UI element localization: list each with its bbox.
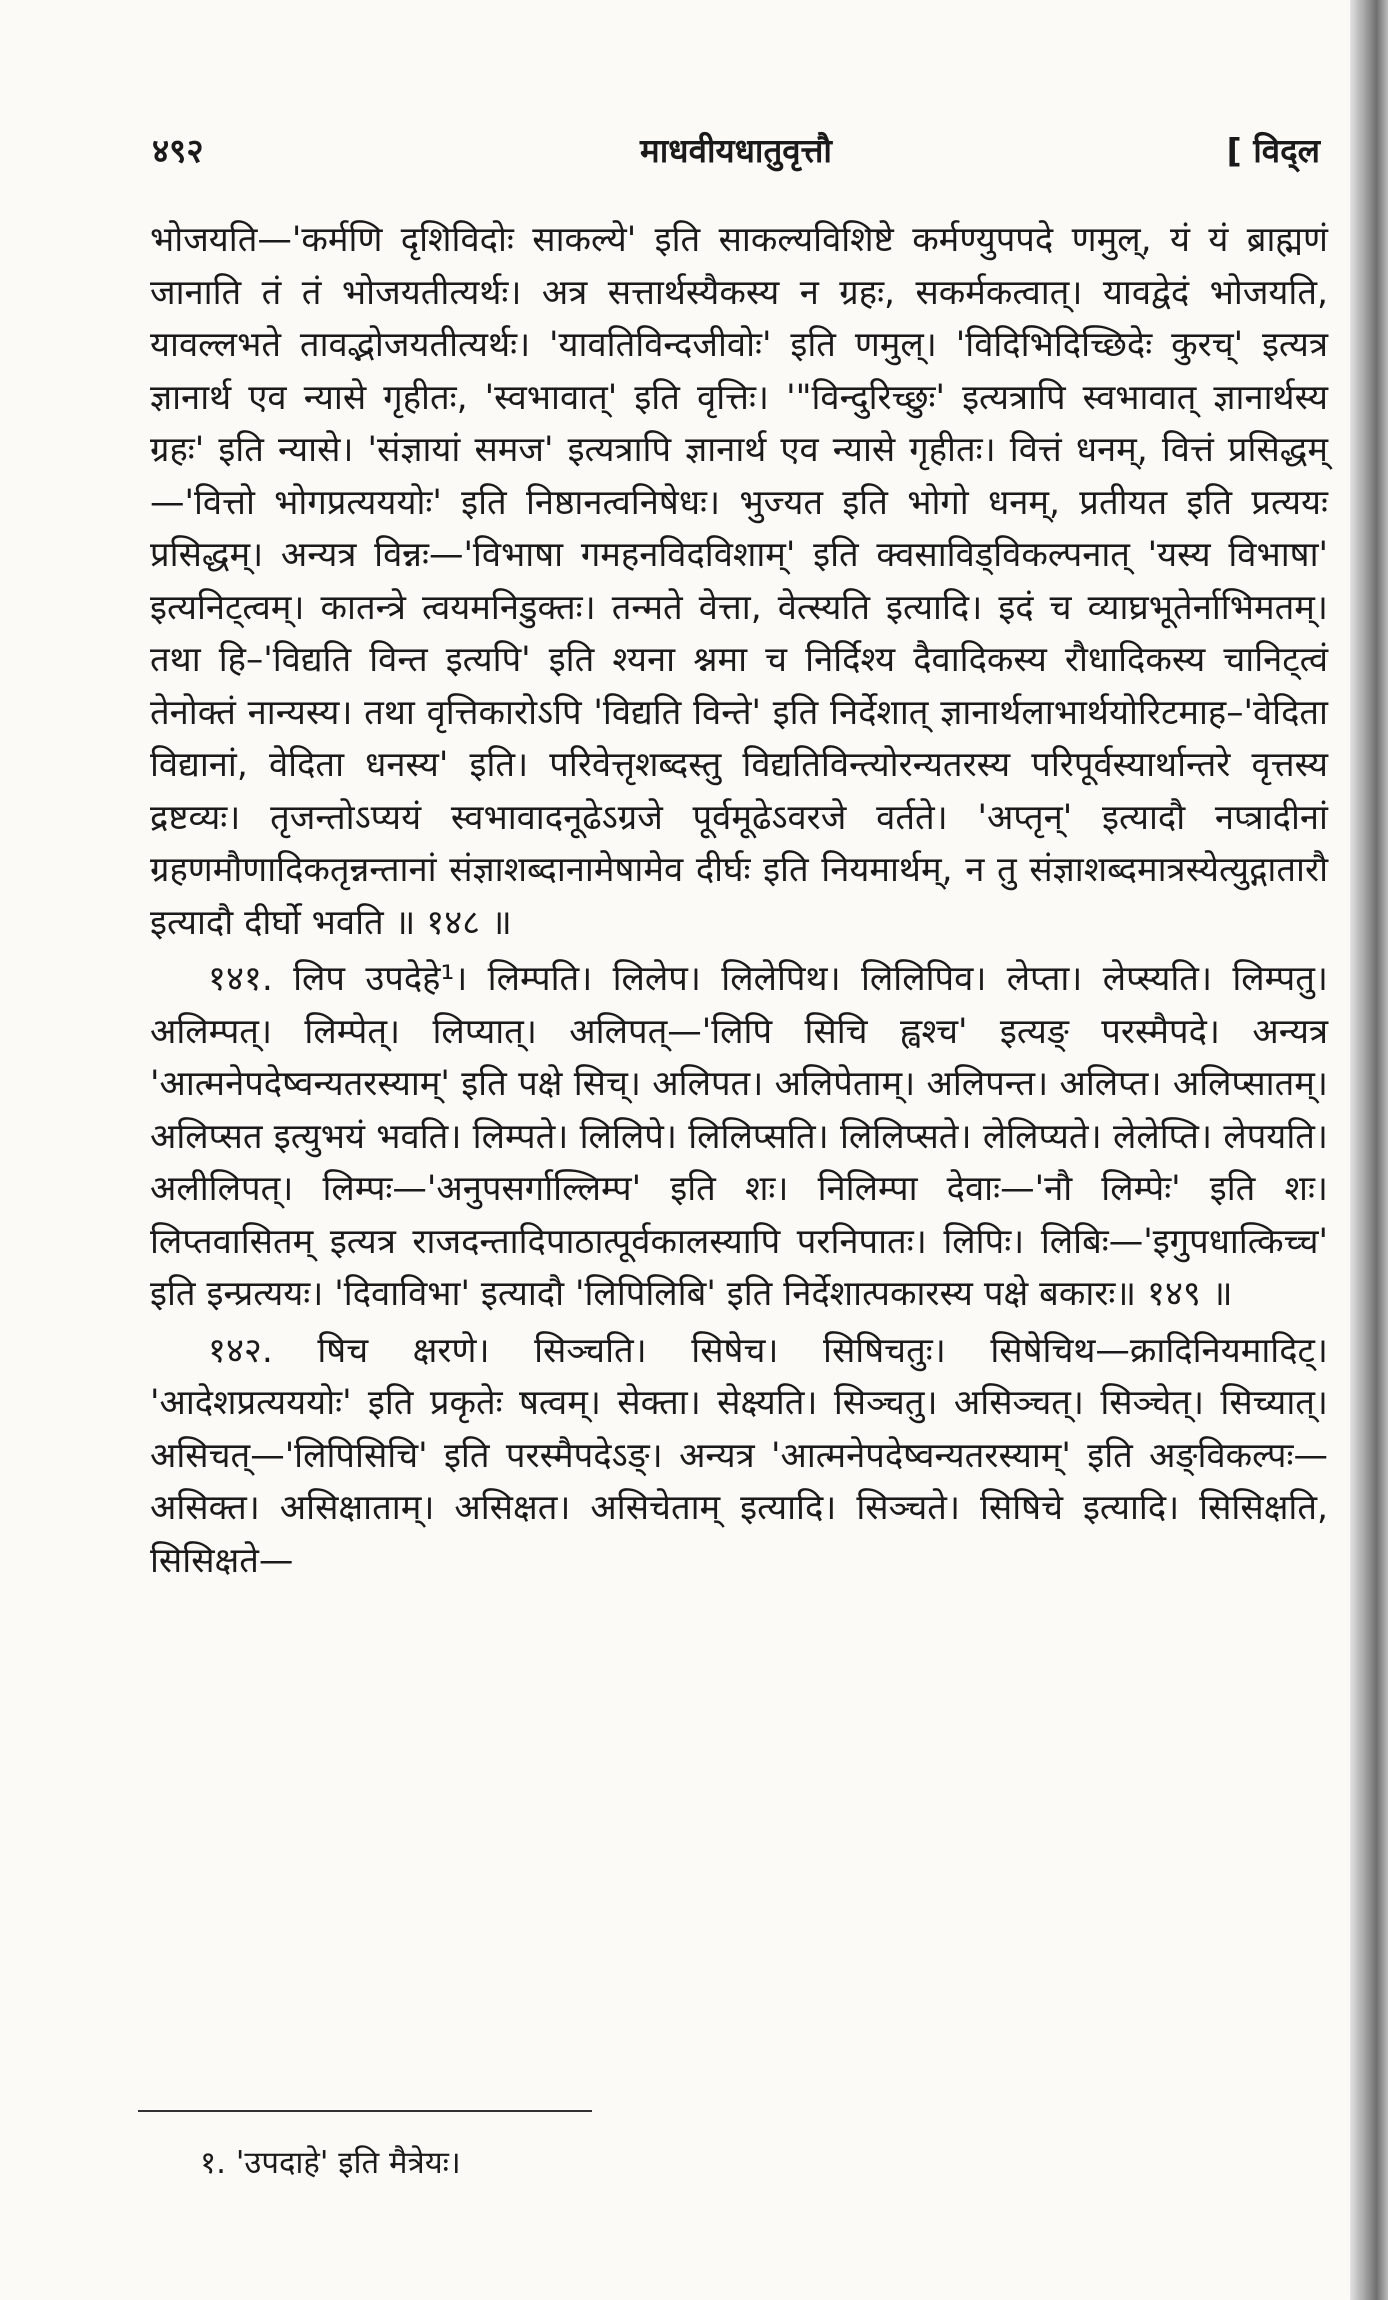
paragraph-150-sic: १४२. षिच क्षरणे। सिञ्चति। सिषेच। सिषिचतुः। सिषेचिथ—क्रादिनियमादिट्। 'आदेशप्रत्यययोः' इति प्रकृतेः षत्वम्। सेक्ता। सेक्ष्यति। सिञ्चतु। असिञ्चत्। सिञ्चेत्। सिच्यात्। असिचत्—'लिपिसिचि' इति परस्मैपदेऽङ्। अन्यत्र 'आत्मनेपदेष्वन्यतरस्याम्' इति अङ्विकल्पः—असिक्त। असिक्षाताम्। असिक्षत। असिचेताम् इत्यादि। सिञ्चते। सिषिचे इत्यादि। सिसिक्षति, सिसिक्षते— (150, 1330, 1328, 1581)
paragraph-148: भोजयति—'कर्मणि दृशिविदोः साकल्ये' इति साकल्यविशिष्टे कर्मण्युपपदे णमुल्, यं यं ब्राह्मणं जानाति तं तं भोजयतीत्यर्थः। अत्र सत्तार्थस्यैकस्य न ग्रहः, सकर्मकत्वात्। यावद्वेदं भोजयति, यावल्लभते तावद्भोजयतीत्यर्थः। 'यावतिविन्दजीवोः' इति णमुल्। 'विदिभिदिच्छिदेः कुरच्' इत्यत्र ज्ञानार्थ एव न्यासे गृहीतः, 'स्वभावात्' इति वृत्तिः। '"विन्दुरिच्छुः' इत्यत्रापि स्वभावात् ज्ञानार्थस्य ग्रहः' इति न्यासे। 'संज्ञायां समज' इत्यत्रापि ज्ञानार्थ एव न्यासे गृहीतः। वित्तं धनम्, वित्तं प्रसिद्धम्—'वित्तो भोगप्रत्यययोः' इति निष्ठानत्वनिषेधः। भुज्यत इति भोगो धनम्, प्रतीयत इति प्रत्ययः प्रसिद्धम्। अन्यत्र विन्नः—'विभाषा गमहनविदविशाम्' इति क्वसाविड्विकल्पनात् 'यस्य विभाषा' इत्यनिट्त्वम्। कातन्त्रे त्वयमनिडुक्तः। तन्मते वेत्ता, वेत्स्यति इत्यादि। इदं च व्याघ्रभूतेर्नाभिमतम्। तथा हि–'विद्यति विन्त इत्यपि' इति श्यना श्नमा च निर्दिश्य दैवादिकस्य रौधादिकस्य चानिट्त्वं तेनोक्तं नान्यस्य। तथा वृत्तिकारोऽपि 'विद्यति विन्ते' इति निर्देशात् ज्ञानार्थलाभार्थयोरिटमाह–'वेदिता विद्यानां, वेदिता धनस्य' इति। परिवेत्तृशब्दस्तु विद्यतिविन्त्योरन्यतरस्य परिपूर्वस्यार्थान्तरे वृत्तस्य द्रष्टव्यः। तृजन्तोऽप्ययं स्वभावादनूढेऽग्रजे पूर्वमूढेऽवरजे वर्तते। 'अप्तृन्' इत्यादौ नप्त्रादीनां ग्रहणमौणादिकतृन्नन्तानां संज्ञाशब्दानामेषामेव दीर्घः इति नियमार्थम्, न तु संज्ञाशब्दमात्रस्येत्युद्गातारौ इत्यादौ दीर्घो भवति ॥ १४८ ॥ (150, 220, 1328, 943)
section-marker: [ विद्ल (1226, 131, 1320, 170)
page-header (152, 126, 1320, 186)
body-text (150, 214, 1328, 1587)
page-number: ४९२ (152, 131, 204, 170)
paragraph-149-lip: १४१. लिप उपदेहे¹। लिम्पति। लिलेप। लिलेपिथ। लिलिपिव। लेप्ता। लेप्स्यति। लिम्पतु। अलिम्पत्। लिम्पेत्। लिप्यात्। अलिपत्—'लिपि सिचि ह्वश्च' इत्यङ् परस्मैपदे। अन्यत्र 'आत्मनेपदेष्वन्यतरस्याम्' इति पक्षे सिच्। अलिपत। अलिपेताम्। अलिपन्त। अलिप्त। अलिप्सातम्। अलिप्सत इत्युभयं भवति। लिम्पते। लिलिपे। लिलिप्सति। लिलिप्सते। लेलिप्यते। लेलेप्ति। लेपयति। अलीलिपत्। लिम्पः—'अनुपसर्गाल्लिम्प' इति शः। निलिम्पा देवाः—'नौ लिम्पेः' इति शः। लिप्तवासितम् इत्यत्र राजदन्तादिपाठात्पूर्वकालस्यापि परनिपातः। लिपिः। लिबिः—'इगुपधात्किच्च' इति इन्प्रत्ययः। 'दिवाविभा' इत्यादौ 'लिपिलिबि' इति निर्देशात्पकारस्य पक्षे बकारः॥ १४९ ॥ (150, 959, 1328, 1314)
book-spine-shadow (1350, 0, 1388, 2300)
footnote-divider (138, 2110, 592, 2112)
running-title: माधवीयधातुवृत्तौ (640, 131, 832, 170)
footnote: १. 'उपदाहे' इति मैत्रेयः। (200, 2145, 461, 2181)
